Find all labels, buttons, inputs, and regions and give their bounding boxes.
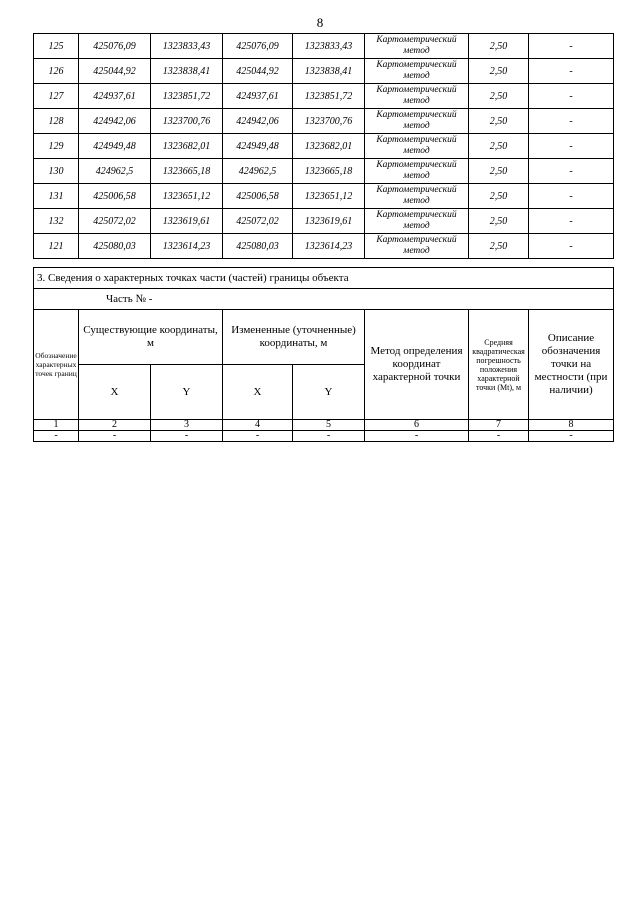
- description-cell: -: [529, 134, 614, 159]
- method-cell: Картометрический метод: [365, 34, 469, 59]
- method-cell: Картометрический метод: [365, 59, 469, 84]
- table-row: [34, 59, 614, 84]
- method-cell: Картометрический метод: [365, 84, 469, 109]
- col-number: 3: [151, 420, 223, 431]
- changed-y-cell: 1323838,41: [293, 59, 365, 84]
- existing-y-cell: 1323838,41: [151, 59, 223, 84]
- column-numbers-row: [34, 420, 614, 431]
- method-cell: Картометрический метод: [365, 209, 469, 234]
- header-designation: Обозначение характерных точек границ: [34, 310, 79, 420]
- col-number: 4: [223, 420, 293, 431]
- point-number-cell: 125: [34, 34, 79, 59]
- header-mean-error: Средняя квадратическая погрешность положения характерной точки (Mt), м: [469, 310, 529, 420]
- mean-error-cell: 2,50: [469, 209, 529, 234]
- table-row: [34, 109, 614, 134]
- col-number: 5: [293, 420, 365, 431]
- changed-y-cell: 1323682,01: [293, 134, 365, 159]
- point-number-cell: 129: [34, 134, 79, 159]
- mean-error-cell: 2,50: [469, 109, 529, 134]
- method-cell: Картометрический метод: [365, 109, 469, 134]
- mean-error-cell: 2,50: [469, 134, 529, 159]
- existing-y-cell: 1323614,23: [151, 234, 223, 259]
- changed-x-cell: 425072,02: [223, 209, 293, 234]
- point-number-cell: 121: [34, 234, 79, 259]
- header-existing-coords: Существующие координаты, м: [79, 310, 223, 365]
- empty-cell: -: [529, 431, 614, 442]
- mean-error-cell: 2,50: [469, 34, 529, 59]
- description-cell: -: [529, 209, 614, 234]
- existing-x-cell: 424949,48: [79, 134, 151, 159]
- changed-y-cell: 1323651,12: [293, 184, 365, 209]
- description-cell: -: [529, 84, 614, 109]
- existing-x-cell: 424937,61: [79, 84, 151, 109]
- table-row: [34, 34, 614, 59]
- empty-cell: -: [223, 431, 293, 442]
- existing-x-cell: 425006,58: [79, 184, 151, 209]
- table-row: [34, 134, 614, 159]
- existing-x-cell: 424962,5: [79, 159, 151, 184]
- mean-error-cell: 2,50: [469, 84, 529, 109]
- method-cell: Картометрический метод: [365, 184, 469, 209]
- empty-cell: -: [151, 431, 223, 442]
- table-row: [34, 209, 614, 234]
- changed-x-cell: 425044,92: [223, 59, 293, 84]
- section-3-title: 3. Сведения о характерных точках части (частей) границы объекта: [34, 268, 614, 289]
- existing-y-cell: 1323851,72: [151, 84, 223, 109]
- col-number: 2: [79, 420, 151, 431]
- point-number-cell: 127: [34, 84, 79, 109]
- empty-cell: -: [79, 431, 151, 442]
- existing-y-cell: 1323651,12: [151, 184, 223, 209]
- col-number: 7: [469, 420, 529, 431]
- point-number-cell: 132: [34, 209, 79, 234]
- changed-x-cell: 424942,06: [223, 109, 293, 134]
- description-cell: -: [529, 59, 614, 84]
- description-cell: -: [529, 159, 614, 184]
- empty-cell: -: [293, 431, 365, 442]
- changed-x-cell: 424962,5: [223, 159, 293, 184]
- changed-x-cell: 425080,03: [223, 234, 293, 259]
- changed-y-cell: 1323614,23: [293, 234, 365, 259]
- part-label: Часть № -: [34, 289, 614, 310]
- point-number-cell: 128: [34, 109, 79, 134]
- changed-y-cell: 1323665,18: [293, 159, 365, 184]
- header-description: Описание обозначения точки на местности (при наличии): [529, 310, 614, 420]
- changed-x-cell: 424949,48: [223, 134, 293, 159]
- description-cell: -: [529, 34, 614, 59]
- empty-cell: -: [469, 431, 529, 442]
- header-changed-x: X: [223, 365, 293, 420]
- table-row: [34, 159, 614, 184]
- existing-y-cell: 1323619,61: [151, 209, 223, 234]
- existing-x-cell: 425080,03: [79, 234, 151, 259]
- header-existing-y: Y: [151, 365, 223, 420]
- header-changed-y: Y: [293, 365, 365, 420]
- existing-x-cell: 425072,02: [79, 209, 151, 234]
- coordinates-table: [33, 33, 614, 259]
- changed-y-cell: 1323851,72: [293, 84, 365, 109]
- existing-y-cell: 1323682,01: [151, 134, 223, 159]
- header-changed-coords: Измененные (уточненные) координаты, м: [223, 310, 365, 365]
- mean-error-cell: 2,50: [469, 184, 529, 209]
- mean-error-cell: 2,50: [469, 59, 529, 84]
- mean-error-cell: 2,50: [469, 159, 529, 184]
- changed-x-cell: 424937,61: [223, 84, 293, 109]
- parts-table: [33, 267, 614, 442]
- mean-error-cell: 2,50: [469, 234, 529, 259]
- existing-y-cell: 1323665,18: [151, 159, 223, 184]
- method-cell: Картометрический метод: [365, 234, 469, 259]
- point-number-cell: 126: [34, 59, 79, 84]
- changed-x-cell: 425006,58: [223, 184, 293, 209]
- page-number: 8: [316, 15, 324, 30]
- table-row: [34, 234, 614, 259]
- changed-y-cell: 1323700,76: [293, 109, 365, 134]
- changed-y-cell: 1323619,61: [293, 209, 365, 234]
- point-number-cell: 131: [34, 184, 79, 209]
- changed-y-cell: 1323833,43: [293, 34, 365, 59]
- table-row: [34, 84, 614, 109]
- empty-cell: -: [34, 431, 79, 442]
- existing-x-cell: 424942,06: [79, 109, 151, 134]
- header-existing-x: X: [79, 365, 151, 420]
- point-number-cell: 130: [34, 159, 79, 184]
- empty-cell: -: [365, 431, 469, 442]
- existing-y-cell: 1323833,43: [151, 34, 223, 59]
- description-cell: -: [529, 109, 614, 134]
- method-cell: Картометрический метод: [365, 134, 469, 159]
- existing-y-cell: 1323700,76: [151, 109, 223, 134]
- description-cell: -: [529, 184, 614, 209]
- description-cell: -: [529, 234, 614, 259]
- method-cell: Картометрический метод: [365, 159, 469, 184]
- existing-x-cell: 425076,09: [79, 34, 151, 59]
- table-row: [34, 184, 614, 209]
- empty-data-row: [34, 431, 614, 442]
- col-number: 8: [529, 420, 614, 431]
- col-number: 1: [34, 420, 79, 431]
- existing-x-cell: 425044,92: [79, 59, 151, 84]
- changed-x-cell: 425076,09: [223, 34, 293, 59]
- header-method: Метод определения координат характерной точки: [365, 310, 469, 420]
- col-number: 6: [365, 420, 469, 431]
